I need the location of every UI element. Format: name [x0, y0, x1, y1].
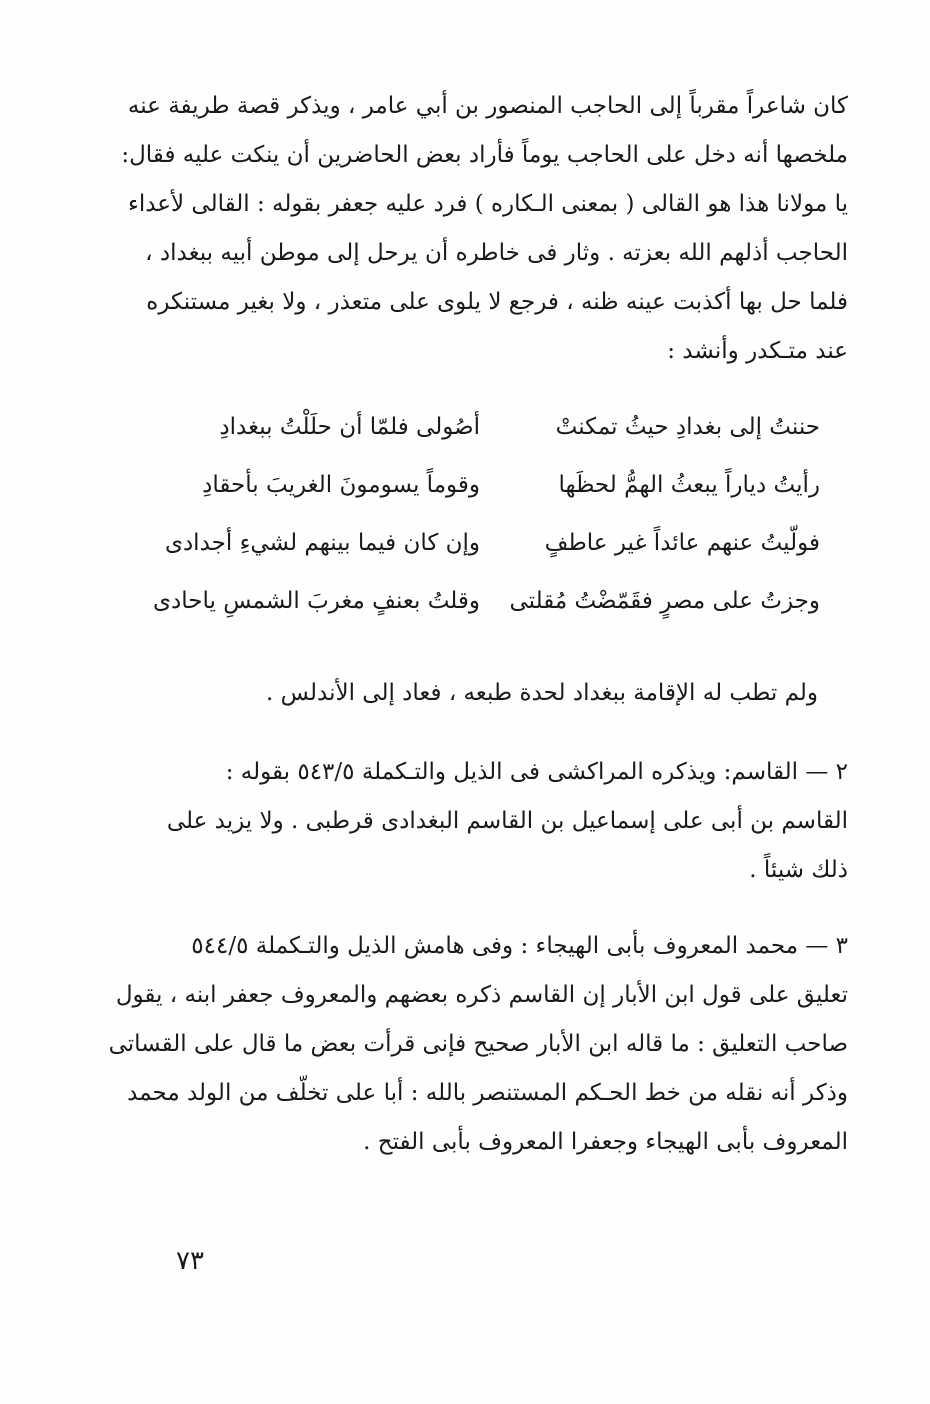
paragraph-line: يا مولانا هذا هو القالى ( بمعنى الـكاره ) فرد عليه جعفر بقوله : القالى لأعداء — [128, 191, 848, 217]
paragraph-line: ٣ — محمد المعروف بأبى الهيجاء : وفى هامش الذيل والتـكملة ٥٤٤/٥ — [191, 933, 848, 959]
verse — [153, 572, 820, 630]
paragraph-line: القاسم بن أبى على إسماعيل بن القاسم البغدادى قرطبى . ولا يزيد على — [166, 808, 848, 834]
paragraph-line: الحاجب أذلهم الله بعزته . وثار فى خاطره أن يرحل إلى موطن أبيه ببغداد ، — [145, 240, 848, 266]
paragraph-line: ملخصها أنه دخل على الحاجب يوماً فأراد بعض الحاضرين أن ينكت عليه فقال: — [121, 142, 848, 168]
verse-second-hemistich: وإن كان فيما بينهم لشيءِ أجدادى — [164, 530, 480, 556]
verse-first-hemistich: رأيتُ دياراً يبعثُ الهمُّ لحظَها — [558, 472, 820, 498]
paragraph-line: عند متـكدر وأنشد : — [667, 338, 848, 364]
verse — [190, 398, 820, 456]
paragraph-line: تعليق على قول ابن الأبار إن القاسم ذكره بعضهم والمعروف جعفر ابنه ، يقول — [115, 982, 848, 1008]
paragraph-line: صاحب التعليق : ما قاله ابن الأبار صحيح فإنى قرأت بعض ما قال على القساتى — [108, 1031, 848, 1057]
verse — [164, 514, 820, 572]
paragraph-jafar-biography — [121, 82, 848, 376]
verse — [190, 456, 820, 514]
paragraph-line: المعروف بأبى الهيجاء وجعفرا المعروف بأبى الفتح . — [363, 1129, 848, 1155]
paragraph-return-to-andalus — [128, 668, 818, 718]
paragraph-entry-2-qasim — [158, 748, 848, 895]
page-number: ٧٣ — [176, 1246, 204, 1276]
paragraph-line: وذكر أنه نقله من خط الحـكم المستنصر بالله : أبا على تخلّف من الولد محمد — [127, 1080, 848, 1106]
verse-second-hemistich: أصُولى فلمّا أن حلَلْتُ ببغدادِ — [219, 414, 480, 440]
verse-first-hemistich: حننتُ إلى بغدادِ حيثُ تمكنتْ — [555, 414, 820, 440]
verse-second-hemistich: وقوماً يسومونَ الغريبَ بأحقادِ — [202, 472, 480, 498]
paragraph-line: فلما حل بها أكذبت عينه ظنه ، فرجع لا يلوى على متعذر ، ولا بغير مستنكره — [146, 289, 848, 315]
paragraph-line: كان شاعراً مقرباً إلى الحاجب المنصور بن أبي عامر ، ويذكر قصة طريفة عنه — [127, 93, 848, 119]
verse-first-hemistich: فولّيتُ عنهم عائداً غير عاطفٍ — [544, 530, 820, 556]
paragraph-line: ذلك شيئاً . — [749, 857, 848, 883]
paragraph-line: ولم تطب له الإقامة ببغداد لحدة طبعه ، فعاد إلى الأندلس . — [266, 680, 818, 706]
poem-verses — [153, 398, 820, 630]
verse-first-hemistich: وجزتُ على مصرٍ فقَمّضْتُ مُقلتى — [509, 588, 820, 614]
paragraph-line: ٢ — القاسم: ويذكره المراكشى فى الذيل والتـكملة ٥٤٣/٥ بقوله : — [225, 759, 848, 785]
verse-second-hemistich: وقلتُ بعنفٍ مغربَ الشمسِ ياحادى — [153, 588, 480, 614]
paragraph-entry-3-muhammad — [108, 922, 848, 1167]
